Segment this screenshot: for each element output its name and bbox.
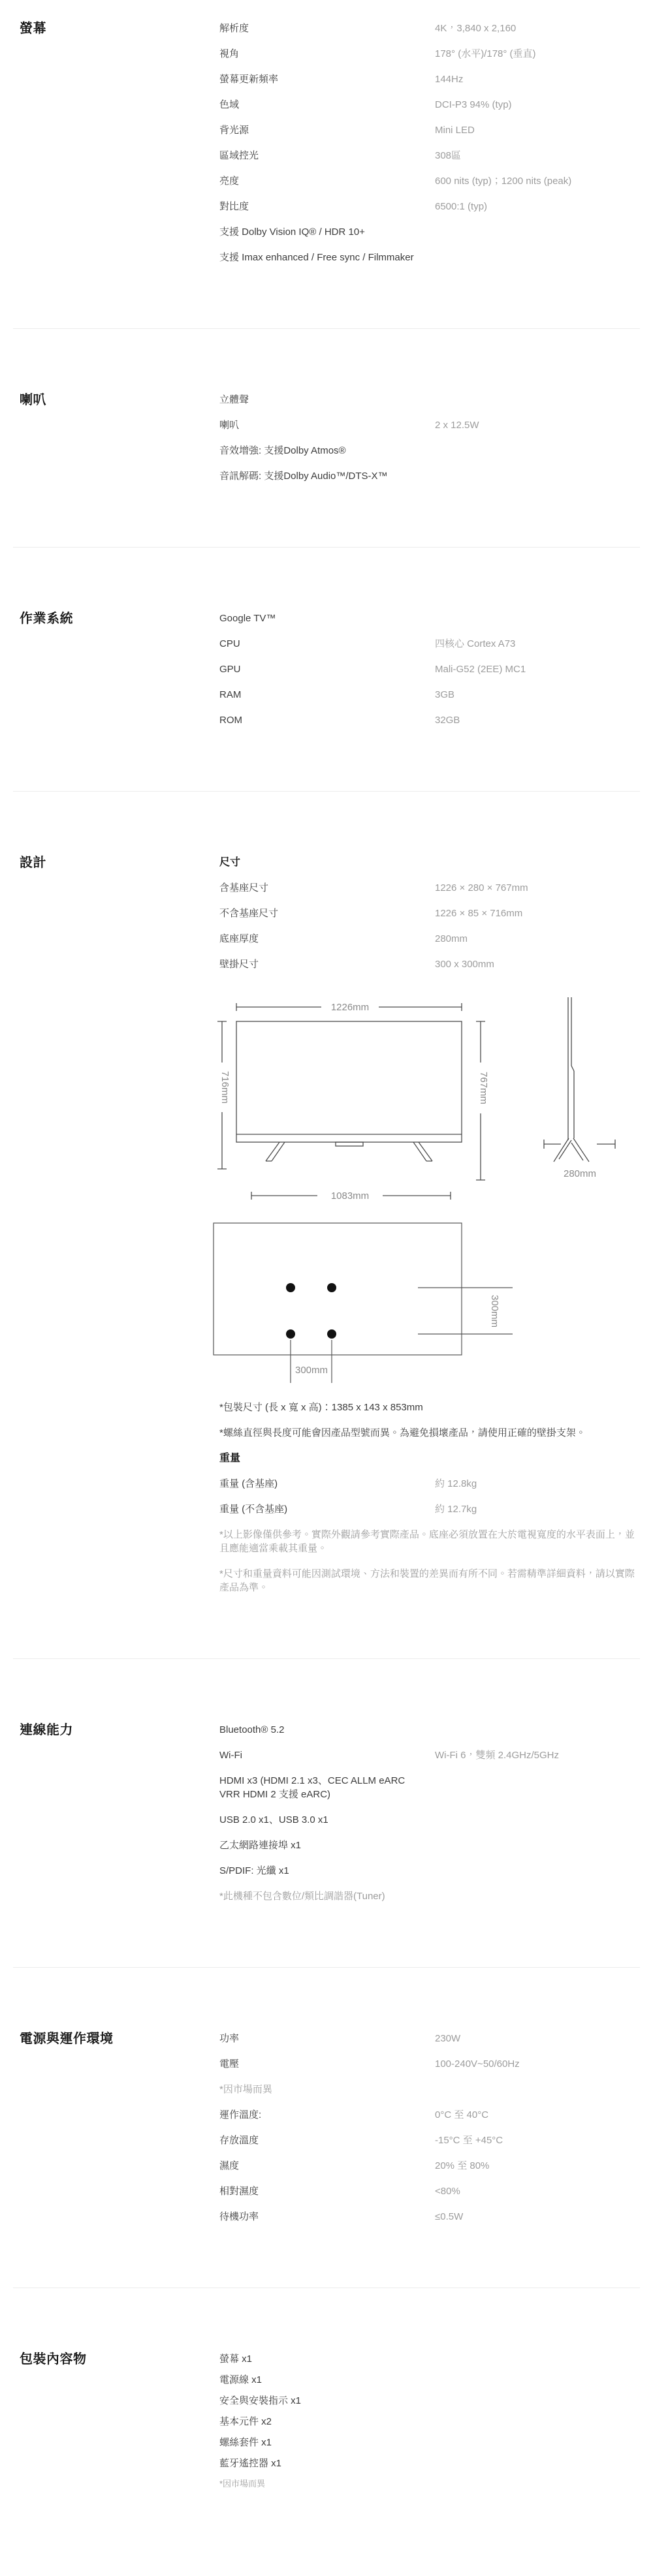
tv-right-foot (413, 1142, 432, 1161)
section-title: 設計 (20, 856, 46, 870)
spec-value: 178° (水平)/178° (垂直) (435, 48, 536, 59)
section-content (219, 22, 640, 264)
spec-value: 308區 (435, 150, 462, 161)
tv-left-foot (266, 1142, 285, 1161)
spec-note: *螺絲直徑與長度可能會因產品型號而異。為避免損壞產品，請使用正確的壁掛支架。 (219, 1427, 586, 1438)
spec-value: Mini LED (435, 125, 475, 136)
front-view-diagram (215, 988, 633, 1205)
spec-label: 解析度 (219, 23, 249, 34)
spec-value: <80% (435, 2186, 460, 2197)
spec-row (219, 200, 640, 213)
spec-note: *包裝尺寸 (長 x 寬 x 高)：1385 x 143 x 853mm (219, 1402, 423, 1413)
spec-label: 重量 (不含基座) (219, 1504, 288, 1515)
section-speakers (13, 329, 640, 548)
spec-label: RAM (219, 689, 242, 700)
section-title: 作業系統 (20, 612, 73, 626)
spec-label: 視角 (219, 48, 240, 59)
section-content (219, 1723, 640, 1903)
section-power (13, 1968, 640, 2288)
spec-text: S/PDIF: 光纖 x1 (219, 1865, 289, 1876)
spec-label: 不含基座尺寸 (219, 908, 279, 919)
spec-text: 支援 Dolby Vision IQ® / HDR 10+ (219, 226, 365, 238)
spec-text: 電源線 x1 (219, 2374, 263, 2385)
spec-value: 100-240V~50/60Hz (435, 2058, 520, 2070)
spec-label: 濕度 (219, 2160, 240, 2171)
front-view-lines (217, 997, 615, 1200)
spec-value: 230W (435, 2033, 461, 2044)
spec-value: 1226 × 280 × 767mm (435, 882, 528, 893)
spec-row (219, 72, 640, 86)
spec-text: 安全與安裝指示 x1 (219, 2395, 302, 2406)
spec-value: 0°C 至 40°C (435, 2109, 489, 2120)
spec-label: 功率 (219, 2033, 240, 2044)
spec-label: 待機功率 (219, 2211, 259, 2222)
dim-label-side-depth: 280mm (563, 1168, 597, 1179)
spec-label: 亮度 (219, 176, 240, 187)
rear-view-diagram (209, 1217, 627, 1394)
rear-view-lines (214, 1223, 513, 1383)
spec-row (219, 2134, 640, 2147)
spec-label: 喇叭 (219, 420, 240, 431)
spec-row (219, 2210, 640, 2224)
section-connectivity (13, 1659, 640, 1968)
spec-value: 2 x 12.5W (435, 420, 479, 431)
spec-row (219, 662, 640, 676)
spec-text: 音效增強: 支援Dolby Atmos® (219, 445, 346, 456)
spec-row (219, 2184, 640, 2198)
spec-note: *尺寸和重量資料可能因測試環境、方法和裝置的差異而有所不同。若需精準詳細資料，請以實際產品為準。 (219, 1568, 635, 1593)
spec-label: 底座厚度 (219, 933, 259, 944)
spec-note: *以上影像僅供參考。實際外觀請參考實際產品。底座必須放置在大於電視寬度的水平表面上，並且應能適當乘載其重量。 (219, 1529, 635, 1554)
spec-text: 螢幕 x1 (219, 2353, 253, 2365)
section-title: 電源與運作環境 (20, 2032, 114, 2046)
spec-value: 約 12.8kg (435, 1478, 477, 1489)
spec-row (219, 1502, 640, 1516)
section-package (13, 2288, 640, 2554)
spec-row (219, 2159, 640, 2173)
spec-text: Bluetooth® 5.2 (219, 1724, 285, 1735)
dim-label-right-height: 767mm (478, 1071, 489, 1105)
spec-label: 對比度 (219, 201, 249, 212)
spec-text: USB 2.0 x1、USB 3.0 x1 (219, 1814, 328, 1825)
spec-row (219, 418, 640, 432)
spec-note: *因市場而異 (219, 2084, 272, 2095)
section-design (13, 792, 640, 1659)
spec-row (219, 2032, 640, 2045)
spec-label: 壁掛尺寸 (219, 959, 259, 970)
section-screen (13, 22, 640, 329)
section-content (219, 612, 640, 727)
spec-value: 4K，3,840 x 2,160 (435, 23, 517, 34)
dim-label-hole-width: 300mm (295, 1365, 328, 1376)
section-content (219, 393, 640, 483)
dim-label-left-height: 716mm (219, 1070, 231, 1104)
spec-row (219, 47, 640, 61)
spec-label: 區域控光 (219, 150, 259, 161)
spec-value: Wi-Fi 6，雙頻 2.4GHz/5GHz (435, 1750, 560, 1761)
spec-row (219, 713, 640, 727)
spec-text: 螺絲套件 x1 (219, 2437, 272, 2448)
spec-note: *因市場而異 (219, 2479, 266, 2489)
spec-label: 色域 (219, 99, 240, 110)
spec-row (219, 123, 640, 137)
spec-value: 144Hz (435, 74, 464, 85)
spec-label: Wi-Fi (219, 1750, 242, 1761)
spec-text: Google TV™ (219, 613, 276, 624)
spec-row (219, 932, 640, 946)
spec-text: 基本元件 x2 (219, 2416, 272, 2427)
spec-label: ROM (219, 715, 242, 726)
spec-row (219, 2108, 640, 2122)
spec-value: 四核心 Cortex A73 (435, 638, 516, 649)
spec-text: 立體聲 (219, 394, 249, 405)
spec-row (219, 1748, 640, 1762)
spec-value: 3GB (435, 689, 455, 700)
spec-row (219, 1477, 640, 1491)
spec-row (219, 2057, 640, 2071)
spec-value: 32GB (435, 715, 460, 726)
spec-row (219, 881, 640, 895)
spec-value: ≤0.5W (435, 2211, 464, 2222)
sections-container (0, 22, 653, 2554)
spec-row (219, 688, 640, 702)
spec-label: 背光源 (219, 125, 249, 136)
spec-text: 支援 Imax enhanced / Free sync / Filmmaker (219, 252, 414, 263)
spec-value: 約 12.7kg (435, 1504, 477, 1515)
spec-label: 存放溫度 (219, 2135, 259, 2146)
spec-text: 藍牙遙控器 x1 (219, 2458, 282, 2469)
spec-label: GPU (219, 664, 241, 675)
spec-text: HDMI x3 (HDMI 2.1 x3、CEC ALLM eARC VRR HDMI 2 支援 eARC) (219, 1775, 406, 1800)
dim-label-stand-span: 1083mm (330, 1190, 370, 1202)
spec-label: 重量 (含基座) (219, 1478, 278, 1489)
spec-row (219, 149, 640, 163)
spec-value: 280mm (435, 933, 468, 944)
spec-row (219, 22, 640, 35)
spec-value: 20% 至 80% (435, 2160, 490, 2171)
spec-value: -15°C 至 +45°C (435, 2135, 503, 2146)
section-title: 連線能力 (20, 1723, 73, 1737)
spec-value: 300 x 300mm (435, 959, 494, 970)
spec-value: Mali-G52 (2EE) MC1 (435, 664, 526, 675)
spec-subheader: 重量 (219, 1453, 241, 1464)
spec-row (219, 98, 640, 112)
section-title: 螢幕 (20, 22, 46, 36)
spec-value: 1226 × 85 × 716mm (435, 908, 523, 919)
spec-row (219, 174, 640, 188)
spec-label: 相對濕度 (219, 2186, 259, 2197)
section-title: 包裝內容物 (20, 2352, 87, 2367)
spec-text: 音訊解碼: 支援Dolby Audio™/DTS-X™ (219, 471, 388, 482)
section-content (219, 2352, 640, 2490)
spec-row (219, 907, 640, 920)
section-content (219, 2032, 640, 2224)
spec-row (219, 637, 640, 651)
tv-rear-outline (214, 1223, 462, 1355)
spec-row (219, 957, 640, 971)
spec-note: *此機種不包含數位/類比調諧器(Tuner) (219, 1891, 385, 1902)
spec-label: 含基座尺寸 (219, 882, 269, 893)
spec-value: DCI-P3 94% (typ) (435, 99, 512, 110)
spec-label: CPU (219, 638, 240, 649)
section-title: 喇叭 (20, 393, 46, 407)
spec-text: 乙太網路連接埠 x1 (219, 1840, 302, 1851)
spec-label: 螢幕更新頻率 (219, 74, 279, 85)
section-content (219, 856, 640, 1594)
spec-subheader: 尺寸 (219, 857, 241, 868)
tv-side-profile (554, 997, 589, 1162)
spec-label: 運作溫度: (219, 2109, 262, 2120)
section-os (13, 548, 640, 792)
tv-front-outline (236, 1021, 462, 1142)
spec-label: 電壓 (219, 2058, 240, 2070)
spec-value: 600 nits (typ)；1200 nits (peak) (435, 176, 572, 187)
dim-label-hole-height: 300mm (489, 1294, 500, 1328)
dim-label-top-width: 1226mm (330, 1002, 370, 1013)
spec-value: 6500:1 (typ) (435, 201, 488, 212)
